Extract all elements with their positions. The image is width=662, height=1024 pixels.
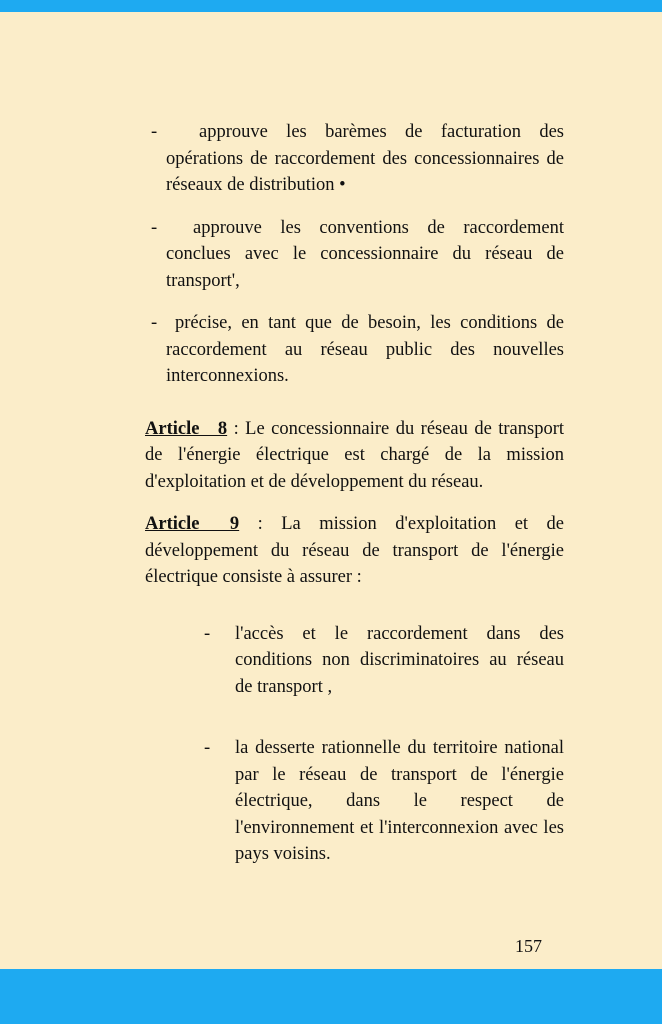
bullet-dash: - — [151, 313, 158, 333]
article-8 — [145, 416, 564, 496]
list-item — [145, 621, 564, 701]
page-number: 157 — [515, 936, 542, 956]
list-item — [145, 735, 564, 868]
article-9-text: : La mission d'exploitation et de développement du réseau de transport de l'énergie électrique consiste à assurer : — [145, 514, 564, 587]
article-8-text: : Le concessionnaire du réseau de transport de l'énergie électrique est chargé de la mission d'exploitation et de développement du réseau. — [145, 418, 565, 492]
top-bar — [0, 0, 662, 12]
bullet-dash: - — [204, 623, 211, 644]
document-page — [145, 119, 564, 868]
list-item — [145, 215, 564, 295]
list-item — [145, 119, 564, 199]
list-item-text: approuve les conventions de raccordement conclues avec le concessionnaire du réseau de transport', — [166, 217, 564, 291]
article-8-label: Article 8 — [145, 418, 228, 439]
list-item — [145, 310, 564, 390]
article-9-label: Article 9 — [145, 514, 240, 534]
article-9 — [145, 511, 564, 591]
bottom-bar — [0, 969, 662, 1024]
list-item-text: précise, en tant que de besoin, les conditions de raccordement au réseau public des nouvelles interconnexions. — [166, 313, 564, 386]
list-item-text: approuve les barèmes de facturation des opérations de raccordement des concessionnaires de réseaux de distribution • — [166, 122, 564, 195]
bullet-dash: - — [151, 122, 158, 142]
list-item-text: la desserte rationnelle du territoire national par le réseau de transport de l'énergie électrique, dans le respect de l'environnement et l'interconnexion avec les pays voisins. — [235, 738, 564, 864]
bullet-dash: - — [204, 738, 211, 758]
list-item-text: l'accès et le raccordement dans des conditions non discriminatoires au réseau de transport , — [235, 623, 564, 697]
bullet-dash: - — [151, 217, 158, 238]
